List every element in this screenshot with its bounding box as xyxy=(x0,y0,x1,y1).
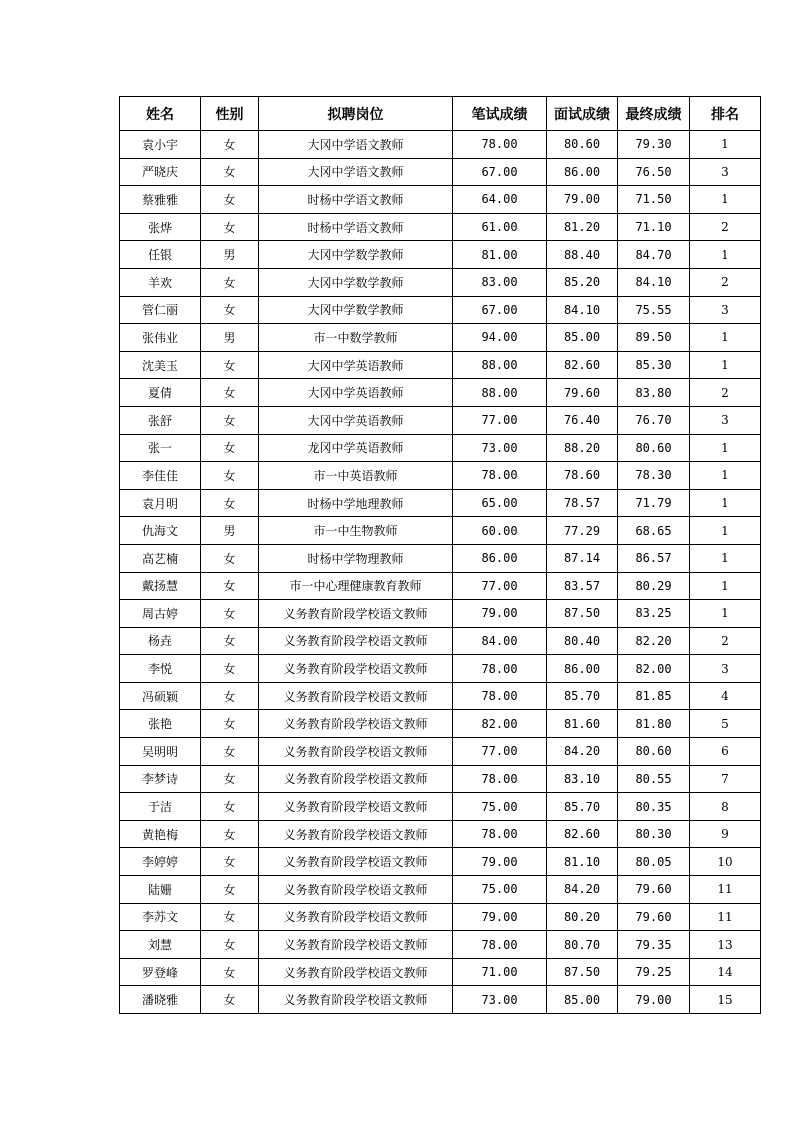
cell-rank: 13 xyxy=(690,931,761,959)
table-row xyxy=(120,462,761,490)
cell-interview-score: 86.00 xyxy=(547,158,618,186)
cell-final-score: 83.25 xyxy=(618,600,690,628)
cell-rank: 5 xyxy=(690,710,761,738)
cell-written-score: 77.00 xyxy=(453,406,547,434)
cell-final-score: 78.30 xyxy=(618,462,690,490)
cell-name: 袁小宇 xyxy=(120,131,201,159)
cell-interview-score: 78.60 xyxy=(547,462,618,490)
cell-interview-score: 85.00 xyxy=(547,986,618,1014)
cell-rank: 1 xyxy=(690,462,761,490)
cell-position: 市一中数学教师 xyxy=(259,324,453,352)
cell-name: 严晓庆 xyxy=(120,158,201,186)
cell-rank: 8 xyxy=(690,793,761,821)
table-row xyxy=(120,986,761,1014)
cell-written-score: 86.00 xyxy=(453,544,547,572)
cell-gender: 女 xyxy=(201,572,259,600)
table-row xyxy=(120,213,761,241)
cell-rank: 11 xyxy=(690,903,761,931)
cell-name: 李佳佳 xyxy=(120,462,201,490)
cell-gender: 女 xyxy=(201,131,259,159)
cell-rank: 1 xyxy=(690,351,761,379)
cell-position: 义务教育阶段学校语文教师 xyxy=(259,765,453,793)
cell-rank: 1 xyxy=(690,517,761,545)
cell-name: 陆姗 xyxy=(120,876,201,904)
cell-gender: 女 xyxy=(201,406,259,434)
cell-written-score: 67.00 xyxy=(453,296,547,324)
cell-written-score: 75.00 xyxy=(453,876,547,904)
cell-written-score: 84.00 xyxy=(453,627,547,655)
cell-rank: 11 xyxy=(690,876,761,904)
header-position: 拟聘岗位 xyxy=(259,97,453,131)
cell-position: 龙冈中学英语教师 xyxy=(259,434,453,462)
cell-interview-score: 78.57 xyxy=(547,489,618,517)
cell-final-score: 82.20 xyxy=(618,627,690,655)
table-row xyxy=(120,241,761,269)
cell-interview-score: 86.00 xyxy=(547,655,618,683)
cell-written-score: 78.00 xyxy=(453,682,547,710)
cell-final-score: 68.65 xyxy=(618,517,690,545)
cell-written-score: 60.00 xyxy=(453,517,547,545)
cell-name: 张艳 xyxy=(120,710,201,738)
cell-final-score: 71.50 xyxy=(618,186,690,214)
cell-gender: 女 xyxy=(201,213,259,241)
cell-written-score: 71.00 xyxy=(453,958,547,986)
cell-position: 义务教育阶段学校语文教师 xyxy=(259,600,453,628)
cell-interview-score: 88.20 xyxy=(547,434,618,462)
table-row xyxy=(120,710,761,738)
cell-name: 戴扬慧 xyxy=(120,572,201,600)
results-table xyxy=(119,96,761,1014)
cell-interview-score: 85.70 xyxy=(547,793,618,821)
header-row xyxy=(120,97,761,131)
cell-position: 市一中生物教师 xyxy=(259,517,453,545)
cell-written-score: 78.00 xyxy=(453,931,547,959)
header-gender: 性别 xyxy=(201,97,259,131)
cell-position: 义务教育阶段学校语文教师 xyxy=(259,903,453,931)
cell-gender: 女 xyxy=(201,489,259,517)
cell-interview-score: 87.50 xyxy=(547,958,618,986)
cell-gender: 女 xyxy=(201,462,259,490)
table-row xyxy=(120,655,761,683)
cell-gender: 男 xyxy=(201,241,259,269)
table-row xyxy=(120,131,761,159)
cell-name: 李梦诗 xyxy=(120,765,201,793)
table-row xyxy=(120,903,761,931)
cell-interview-score: 85.70 xyxy=(547,682,618,710)
table-row xyxy=(120,682,761,710)
cell-rank: 1 xyxy=(690,241,761,269)
cell-interview-score: 88.40 xyxy=(547,241,618,269)
cell-name: 罗登峰 xyxy=(120,958,201,986)
cell-interview-score: 76.40 xyxy=(547,406,618,434)
cell-position: 大冈中学数学教师 xyxy=(259,296,453,324)
cell-final-score: 79.00 xyxy=(618,986,690,1014)
cell-position: 义务教育阶段学校语文教师 xyxy=(259,655,453,683)
cell-rank: 3 xyxy=(690,406,761,434)
cell-written-score: 79.00 xyxy=(453,903,547,931)
cell-position: 大冈中学数学教师 xyxy=(259,268,453,296)
cell-rank: 9 xyxy=(690,820,761,848)
cell-interview-score: 85.00 xyxy=(547,324,618,352)
cell-rank: 2 xyxy=(690,213,761,241)
cell-name: 蔡雅雅 xyxy=(120,186,201,214)
table-row xyxy=(120,600,761,628)
cell-gender: 女 xyxy=(201,655,259,683)
cell-rank: 6 xyxy=(690,738,761,766)
cell-position: 大冈中学英语教师 xyxy=(259,406,453,434)
cell-final-score: 84.10 xyxy=(618,268,690,296)
cell-written-score: 88.00 xyxy=(453,351,547,379)
cell-position: 义务教育阶段学校语文教师 xyxy=(259,627,453,655)
cell-interview-score: 82.60 xyxy=(547,351,618,379)
cell-gender: 女 xyxy=(201,765,259,793)
cell-position: 义务教育阶段学校语文教师 xyxy=(259,682,453,710)
cell-written-score: 78.00 xyxy=(453,462,547,490)
cell-final-score: 79.25 xyxy=(618,958,690,986)
header-name: 姓名 xyxy=(120,97,201,131)
cell-interview-score: 79.00 xyxy=(547,186,618,214)
cell-gender: 女 xyxy=(201,434,259,462)
cell-position: 义务教育阶段学校语文教师 xyxy=(259,986,453,1014)
cell-written-score: 83.00 xyxy=(453,268,547,296)
cell-interview-score: 87.14 xyxy=(547,544,618,572)
cell-written-score: 88.00 xyxy=(453,379,547,407)
cell-gender: 女 xyxy=(201,876,259,904)
cell-name: 管仁丽 xyxy=(120,296,201,324)
cell-position: 义务教育阶段学校语文教师 xyxy=(259,738,453,766)
cell-rank: 10 xyxy=(690,848,761,876)
cell-interview-score: 80.40 xyxy=(547,627,618,655)
table-row xyxy=(120,848,761,876)
cell-name: 张伟业 xyxy=(120,324,201,352)
cell-final-score: 80.55 xyxy=(618,765,690,793)
cell-gender: 女 xyxy=(201,296,259,324)
cell-final-score: 80.35 xyxy=(618,793,690,821)
cell-gender: 女 xyxy=(201,600,259,628)
table-row xyxy=(120,738,761,766)
cell-final-score: 83.80 xyxy=(618,379,690,407)
cell-interview-score: 81.60 xyxy=(547,710,618,738)
cell-written-score: 78.00 xyxy=(453,655,547,683)
cell-name: 杨垚 xyxy=(120,627,201,655)
cell-interview-score: 87.50 xyxy=(547,600,618,628)
cell-position: 大冈中学语文教师 xyxy=(259,131,453,159)
cell-interview-score: 77.29 xyxy=(547,517,618,545)
cell-final-score: 80.05 xyxy=(618,848,690,876)
cell-interview-score: 81.10 xyxy=(547,848,618,876)
table-row xyxy=(120,351,761,379)
cell-written-score: 77.00 xyxy=(453,738,547,766)
cell-interview-score: 84.20 xyxy=(547,738,618,766)
table-row xyxy=(120,296,761,324)
table-row xyxy=(120,876,761,904)
cell-interview-score: 83.10 xyxy=(547,765,618,793)
cell-gender: 男 xyxy=(201,324,259,352)
table-row xyxy=(120,434,761,462)
cell-name: 李悦 xyxy=(120,655,201,683)
cell-written-score: 67.00 xyxy=(453,158,547,186)
cell-written-score: 79.00 xyxy=(453,848,547,876)
cell-final-score: 79.60 xyxy=(618,903,690,931)
cell-name: 刘慧 xyxy=(120,931,201,959)
cell-written-score: 82.00 xyxy=(453,710,547,738)
cell-position: 大冈中学英语教师 xyxy=(259,379,453,407)
cell-final-score: 86.57 xyxy=(618,544,690,572)
table-row xyxy=(120,406,761,434)
cell-position: 义务教育阶段学校语文教师 xyxy=(259,958,453,986)
cell-gender: 女 xyxy=(201,738,259,766)
header-rank: 排名 xyxy=(690,97,761,131)
cell-position: 大冈中学语文教师 xyxy=(259,158,453,186)
cell-gender: 女 xyxy=(201,627,259,655)
cell-written-score: 65.00 xyxy=(453,489,547,517)
cell-final-score: 79.60 xyxy=(618,876,690,904)
cell-rank: 14 xyxy=(690,958,761,986)
cell-rank: 1 xyxy=(690,572,761,600)
cell-position: 大冈中学英语教师 xyxy=(259,351,453,379)
cell-name: 张一 xyxy=(120,434,201,462)
cell-written-score: 79.00 xyxy=(453,600,547,628)
cell-written-score: 78.00 xyxy=(453,131,547,159)
cell-name: 吴明明 xyxy=(120,738,201,766)
cell-gender: 女 xyxy=(201,820,259,848)
cell-interview-score: 83.57 xyxy=(547,572,618,600)
cell-position: 义务教育阶段学校语文教师 xyxy=(259,710,453,738)
table-row xyxy=(120,572,761,600)
cell-gender: 女 xyxy=(201,158,259,186)
cell-position: 时杨中学语文教师 xyxy=(259,213,453,241)
cell-final-score: 76.70 xyxy=(618,406,690,434)
cell-final-score: 80.60 xyxy=(618,738,690,766)
cell-final-score: 84.70 xyxy=(618,241,690,269)
cell-position: 义务教育阶段学校语文教师 xyxy=(259,931,453,959)
cell-final-score: 81.80 xyxy=(618,710,690,738)
cell-rank: 1 xyxy=(690,544,761,572)
cell-position: 市一中英语教师 xyxy=(259,462,453,490)
cell-written-score: 73.00 xyxy=(453,986,547,1014)
cell-name: 黄艳梅 xyxy=(120,820,201,848)
cell-name: 李苏文 xyxy=(120,903,201,931)
cell-written-score: 81.00 xyxy=(453,241,547,269)
cell-position: 义务教育阶段学校语文教师 xyxy=(259,848,453,876)
cell-final-score: 71.10 xyxy=(618,213,690,241)
cell-name: 羊欢 xyxy=(120,268,201,296)
header-written-score: 笔试成绩 xyxy=(453,97,547,131)
cell-rank: 7 xyxy=(690,765,761,793)
cell-rank: 2 xyxy=(690,379,761,407)
cell-name: 高艺楠 xyxy=(120,544,201,572)
cell-interview-score: 82.60 xyxy=(547,820,618,848)
cell-rank: 4 xyxy=(690,682,761,710)
cell-rank: 1 xyxy=(690,489,761,517)
cell-rank: 1 xyxy=(690,600,761,628)
cell-written-score: 75.00 xyxy=(453,793,547,821)
cell-name: 仇海文 xyxy=(120,517,201,545)
cell-written-score: 77.00 xyxy=(453,572,547,600)
cell-final-score: 85.30 xyxy=(618,351,690,379)
cell-gender: 女 xyxy=(201,544,259,572)
cell-name: 任银 xyxy=(120,241,201,269)
cell-interview-score: 84.10 xyxy=(547,296,618,324)
cell-rank: 1 xyxy=(690,324,761,352)
cell-final-score: 79.30 xyxy=(618,131,690,159)
header-interview-score: 面试成绩 xyxy=(547,97,618,131)
cell-gender: 女 xyxy=(201,793,259,821)
cell-position: 义务教育阶段学校语文教师 xyxy=(259,793,453,821)
table-row xyxy=(120,186,761,214)
cell-rank: 2 xyxy=(690,627,761,655)
cell-rank: 3 xyxy=(690,158,761,186)
cell-name: 夏倩 xyxy=(120,379,201,407)
cell-rank: 15 xyxy=(690,986,761,1014)
cell-final-score: 80.30 xyxy=(618,820,690,848)
cell-final-score: 71.79 xyxy=(618,489,690,517)
cell-position: 时杨中学地理教师 xyxy=(259,489,453,517)
cell-name: 李婷婷 xyxy=(120,848,201,876)
cell-rank: 2 xyxy=(690,268,761,296)
cell-final-score: 82.00 xyxy=(618,655,690,683)
cell-name: 张烨 xyxy=(120,213,201,241)
cell-gender: 女 xyxy=(201,682,259,710)
table-row xyxy=(120,517,761,545)
cell-rank: 1 xyxy=(690,186,761,214)
cell-name: 沈美玉 xyxy=(120,351,201,379)
cell-written-score: 78.00 xyxy=(453,820,547,848)
cell-name: 张舒 xyxy=(120,406,201,434)
cell-gender: 女 xyxy=(201,903,259,931)
cell-gender: 女 xyxy=(201,186,259,214)
cell-final-score: 80.29 xyxy=(618,572,690,600)
cell-position: 市一中心理健康教育教师 xyxy=(259,572,453,600)
cell-name: 周古婷 xyxy=(120,600,201,628)
cell-interview-score: 80.70 xyxy=(547,931,618,959)
table-row xyxy=(120,158,761,186)
table-row xyxy=(120,268,761,296)
cell-gender: 女 xyxy=(201,958,259,986)
cell-position: 时杨中学物理教师 xyxy=(259,544,453,572)
cell-position: 时杨中学语文教师 xyxy=(259,186,453,214)
table-row xyxy=(120,324,761,352)
cell-written-score: 94.00 xyxy=(453,324,547,352)
cell-written-score: 61.00 xyxy=(453,213,547,241)
table-row xyxy=(120,627,761,655)
cell-interview-score: 80.60 xyxy=(547,131,618,159)
cell-position: 义务教育阶段学校语文教师 xyxy=(259,876,453,904)
cell-name: 于洁 xyxy=(120,793,201,821)
cell-gender: 男 xyxy=(201,517,259,545)
cell-interview-score: 81.20 xyxy=(547,213,618,241)
cell-rank: 3 xyxy=(690,655,761,683)
table-row xyxy=(120,958,761,986)
cell-name: 冯硕颖 xyxy=(120,682,201,710)
table-row xyxy=(120,489,761,517)
cell-gender: 女 xyxy=(201,986,259,1014)
cell-interview-score: 85.20 xyxy=(547,268,618,296)
cell-position: 大冈中学数学教师 xyxy=(259,241,453,269)
cell-final-score: 80.60 xyxy=(618,434,690,462)
cell-gender: 女 xyxy=(201,848,259,876)
cell-name: 袁月明 xyxy=(120,489,201,517)
cell-written-score: 73.00 xyxy=(453,434,547,462)
table-row xyxy=(120,931,761,959)
cell-name: 潘晓雅 xyxy=(120,986,201,1014)
table-row xyxy=(120,820,761,848)
cell-position: 义务教育阶段学校语文教师 xyxy=(259,820,453,848)
table-row xyxy=(120,379,761,407)
cell-interview-score: 79.60 xyxy=(547,379,618,407)
cell-written-score: 78.00 xyxy=(453,765,547,793)
cell-gender: 女 xyxy=(201,379,259,407)
cell-final-score: 79.35 xyxy=(618,931,690,959)
cell-gender: 女 xyxy=(201,931,259,959)
cell-final-score: 89.50 xyxy=(618,324,690,352)
cell-written-score: 64.00 xyxy=(453,186,547,214)
cell-rank: 1 xyxy=(690,434,761,462)
table-body xyxy=(120,131,761,1014)
cell-gender: 女 xyxy=(201,351,259,379)
cell-interview-score: 84.20 xyxy=(547,876,618,904)
cell-rank: 3 xyxy=(690,296,761,324)
cell-gender: 女 xyxy=(201,268,259,296)
cell-final-score: 81.85 xyxy=(618,682,690,710)
header-final-score: 最终成绩 xyxy=(618,97,690,131)
cell-rank: 1 xyxy=(690,131,761,159)
cell-gender: 女 xyxy=(201,710,259,738)
cell-interview-score: 80.20 xyxy=(547,903,618,931)
cell-final-score: 76.50 xyxy=(618,158,690,186)
cell-final-score: 75.55 xyxy=(618,296,690,324)
table-row xyxy=(120,793,761,821)
table-row xyxy=(120,544,761,572)
table-row xyxy=(120,765,761,793)
